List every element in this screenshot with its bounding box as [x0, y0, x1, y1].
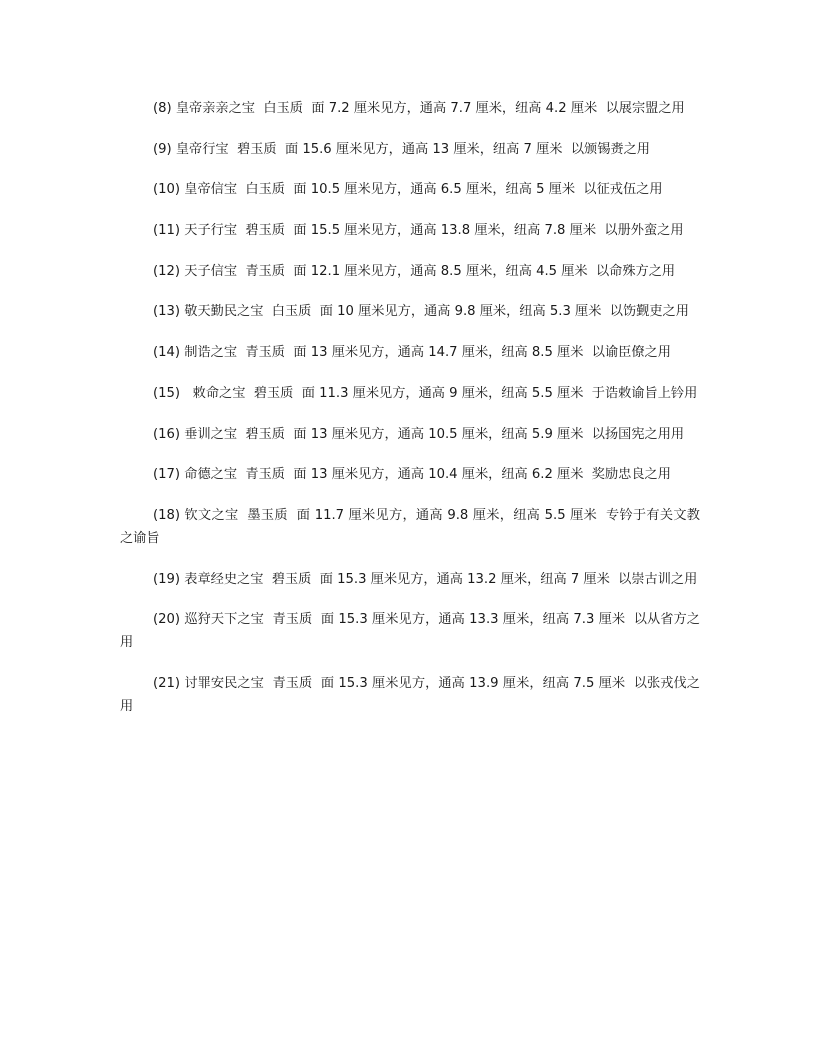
paragraph-seal-10: (10) 皇帝信宝 白玉质 面 10.5 厘米见方，通高 6.5 厘米，纽高 5 厘米 以征戎伍之用 [153, 182, 663, 198]
paragraph-seal-19: (19) 表章经史之宝 碧玉质 面 15.3 厘米见方，通高 13.2 厘米，纽高 7 厘米 以崇古训之用 [153, 571, 698, 587]
paragraph-seal-9: (9) 皇帝行宝 碧玉质 面 15.6 厘米见方，通高 13 厘米，纽高 7 厘米 以颁锡赉之用 [153, 141, 650, 157]
paragraph-seal-20: (20) 巡狩天下之宝 青玉质 面 15.3 厘米见方，通高 13.3 厘米，纽高 7.3 厘米 以从省方之用 [120, 612, 700, 651]
paragraph-seal-21: (21) 讨罪安民之宝 青玉质 面 15.3 厘米见方，通高 13.9 厘米，纽高 7.5 厘米 以张戎伐之用 [120, 675, 700, 714]
paragraph-seal-18: (18) 钦文之宝 墨玉质 面 11.7 厘米见方，通高 9.8 厘米，纽高 5.5 厘米 专钤于有关文教之谕旨 [120, 507, 700, 546]
paragraph-seal-16: (16) 垂训之宝 碧玉质 面 13 厘米见方，通高 10.5 厘米，纽高 5.9 厘米 以扬国宪之用用 [153, 426, 685, 442]
paragraph-seal-11: (11) 天子行宝 碧玉质 面 15.5 厘米见方，通高 13.8 厘米，纽高 7.8 厘米 以册外蛮之用 [153, 223, 684, 239]
paragraph-seal-12: (12) 天子信宝 青玉质 面 12.1 厘米见方，通高 8.5 厘米，纽高 4.5 厘米 以命殊方之用 [153, 263, 676, 279]
document-body [120, 97, 700, 736]
paragraph-seal-14: (14) 制诰之宝 青玉质 面 13 厘米见方，通高 14.7 厘米，纽高 8.5 厘米 以谕臣僚之用 [153, 345, 671, 361]
paragraph-seal-17: (17) 命德之宝 青玉质 面 13 厘米见方，通高 10.4 厘米，纽高 6.2 厘米 奖励忠良之用 [153, 467, 671, 483]
paragraph-seal-15: (15) 敕命之宝 碧玉质 面 11.3 厘米见方，通高 9 厘米，纽高 5.5 厘米 于诰敕谕旨上钤用 [153, 385, 698, 401]
paragraph-seal-13: (13) 敬天勤民之宝 白玉质 面 10 厘米见方，通高 9.8 厘米，纽高 5.3 厘米 以饬觐吏之用 [153, 304, 689, 320]
paragraph-seal-8: (8) 皇帝亲亲之宝 白玉质 面 7.2 厘米见方，通高 7.7 厘米，纽高 4.2 厘米 以展宗盟之用 [153, 101, 685, 116]
